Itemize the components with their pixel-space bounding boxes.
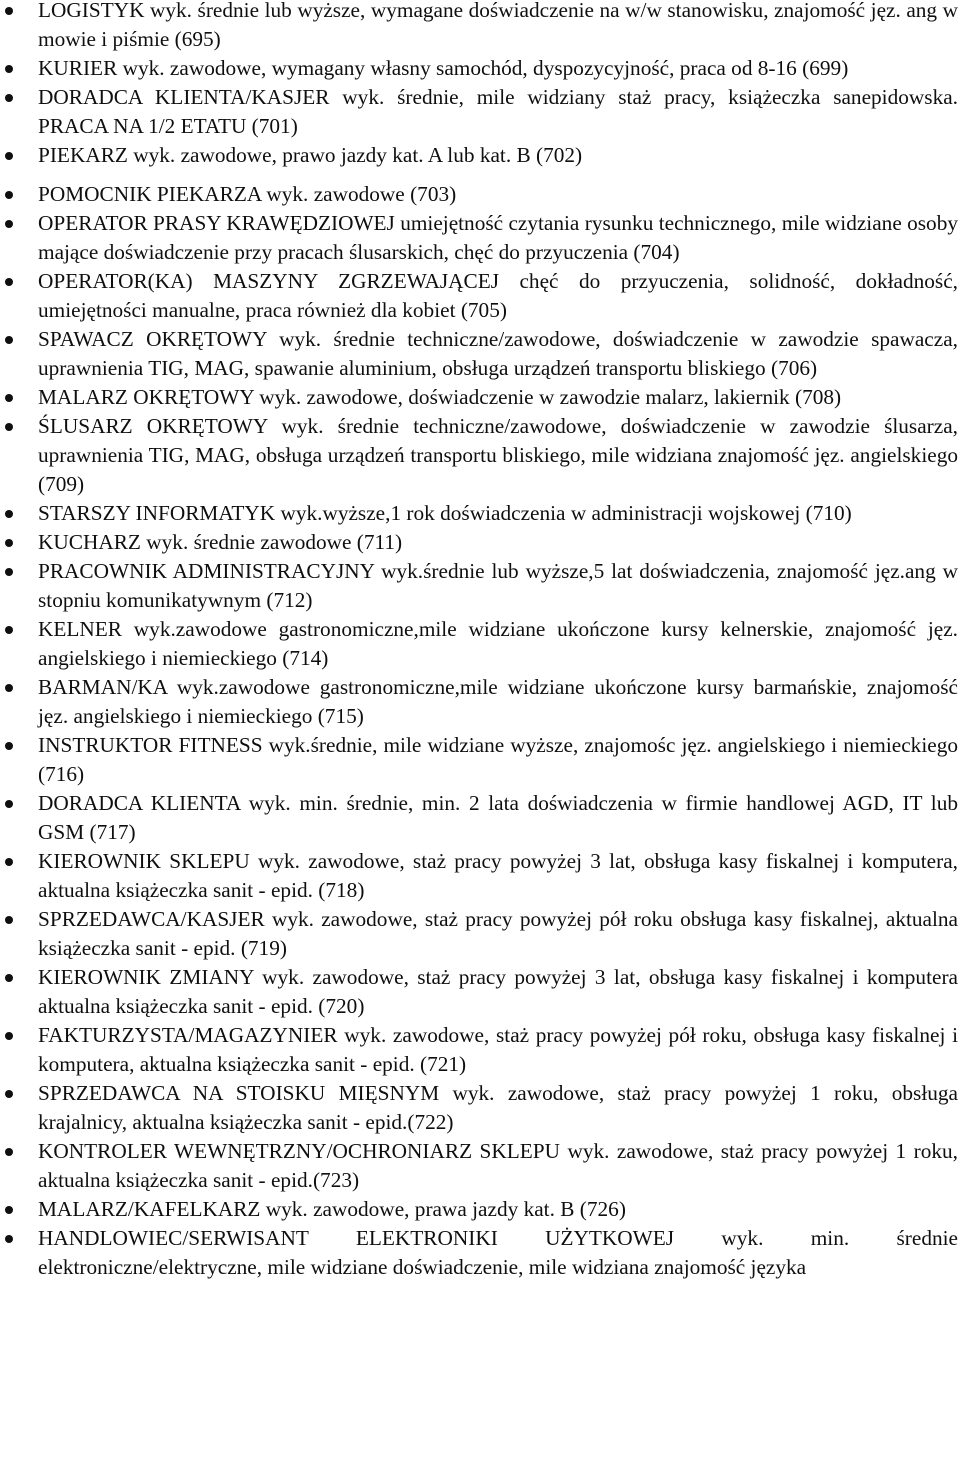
job-offer-text: MALARZ/KAFELKARZ wyk. zawodowe, prawa jazdy kat. B (726): [38, 1197, 626, 1221]
list-item: [0, 141, 960, 170]
bullet-icon: [5, 394, 13, 402]
bullet-icon: [5, 800, 13, 808]
list-item: [0, 1079, 960, 1137]
bullet-icon: [5, 916, 13, 924]
list-item: [0, 412, 960, 499]
job-offer-text: KURIER wyk. zawodowe, wymagany własny samochód, dyspozycyjność, praca od 8-16 (699): [38, 56, 849, 80]
job-offer-text: KIEROWNIK ZMIANY wyk. zawodowe, staż pracy powyżej 3 lat, obsługa kasy fiskalnej i komputera aktualna książeczka sanit - epid. (720): [38, 965, 958, 1018]
bullet-icon: [5, 152, 13, 160]
bullet-icon: [5, 1032, 13, 1040]
job-offer-text: KELNER wyk.zawodowe gastronomiczne,mile widziane ukończone kursy kelnerskie, znajomość jęz. angielskiego i niemieckiego (714): [38, 617, 958, 670]
bullet-icon: [5, 65, 13, 73]
job-offer-text: ŚLUSARZ OKRĘTOWY wyk. średnie techniczne/zawodowe, doświadczenie w zawodzie ślusarza, uprawnienia TIG, MAG, obsługa urządzeń transportu bliskiego, mile widziana znajomość jęz. angielskiego (709): [38, 414, 958, 496]
job-offer-text: SPAWACZ OKRĘTOWY wyk. średnie techniczne/zawodowe, doświadczenie w zawodzie spawacza, uprawnienia TIG, MAG, spawanie aluminium, obsługa urządzeń transportu bliskiego (706): [38, 327, 958, 380]
bullet-icon: [5, 94, 13, 102]
list-item: [0, 1137, 960, 1195]
bullet-icon: [5, 626, 13, 634]
list-item: [0, 180, 960, 209]
list-item: [0, 963, 960, 1021]
job-offer-text: MALARZ OKRĘTOWY wyk. zawodowe, doświadczenie w zawodzie malarz, lakiernik (708): [38, 385, 842, 409]
bullet-icon: [5, 7, 13, 15]
job-offer-text: OPERATOR(KA) MASZYNY ZGRZEWAJĄCEJ chęć do przyuczenia, solidność, dokładność, umiejętności manualne, praca również dla kobiet (705): [38, 269, 958, 322]
job-offer-text: POMOCNIK PIEKARZA wyk. zawodowe (703): [38, 182, 457, 206]
bullet-icon: [5, 336, 13, 344]
list-item: [0, 673, 960, 731]
bullet-icon: [5, 1206, 13, 1214]
bullet-icon: [5, 539, 13, 547]
job-offer-text: LOGISTYK wyk. średnie lub wyższe, wymagane doświadczenie na w/w stanowisku, znajomość jęz. ang w mowie i piśmie (695): [38, 0, 958, 51]
list-item: [0, 325, 960, 383]
list-item: [0, 1195, 960, 1224]
job-offer-text: DORADCA KLIENTA/KASJER wyk. średnie, mile widziany staż pracy, książeczka sanepidowska. PRACA NA 1/2 ETATU (701): [38, 85, 958, 138]
bullet-icon: [5, 191, 13, 199]
bullet-icon: [5, 510, 13, 518]
job-offer-text: PRACOWNIK ADMINISTRACYJNY wyk.średnie lub wyższe,5 lat doświadczenia, znajomość jęz.ang w stopniu komunikatywnym (712): [38, 559, 958, 612]
bullet-icon: [5, 742, 13, 750]
job-offer-text: HANDLOWIEC/SERWISANT ELEKTRONIKI UŻYTKOWEJ wyk. min. średnie elektroniczne/elektryczne, mile widziane doświadczenie, mile widziana znajomość języka: [38, 1226, 958, 1279]
list-item: [0, 383, 960, 412]
bullet-icon: [5, 278, 13, 286]
job-offer-text: OPERATOR PRASY KRAWĘDZIOWEJ umiejętność czytania rysunku technicznego, mile widziane osoby mające doświadczenie przy pracach ślusarskich, chęć do przyuczenia (704): [38, 211, 958, 264]
bullet-icon: [5, 220, 13, 228]
list-item: [0, 54, 960, 83]
bullet-icon: [5, 974, 13, 982]
job-offer-text: PIEKARZ wyk. zawodowe, prawo jazdy kat. A lub kat. B (702): [38, 143, 583, 167]
list-item: [0, 847, 960, 905]
bullet-icon: [5, 684, 13, 692]
job-offer-text: BARMAN/KA wyk.zawodowe gastronomiczne,mile widziane ukończone kursy barmańskie, znajomość jęz. angielskiego i niemieckiego (715): [38, 675, 958, 728]
bullet-icon: [5, 1090, 13, 1098]
job-offer-text: SPRZEDAWCA/KASJER wyk. zawodowe, staż pracy powyżej pół roku obsługa kasy fiskalnej, aktualna książeczka sanit - epid. (719): [38, 907, 958, 960]
job-offer-text: STARSZY INFORMATYK wyk.wyższe,1 rok doświadczenia w administracji wojskowej (710): [38, 501, 852, 525]
bullet-icon: [5, 568, 13, 576]
job-offer-text: SPRZEDAWCA NA STOISKU MIĘSNYM wyk. zawodowe, staż pracy powyżej 1 roku, obsługa krajalnicy, aktualna książeczka sanit - epid.(722): [38, 1081, 958, 1134]
list-item: [0, 905, 960, 963]
bullet-icon: [5, 1235, 13, 1243]
job-offer-text: KUCHARZ wyk. średnie zawodowe (711): [38, 530, 403, 554]
list-item: [0, 1021, 960, 1079]
list-item: [0, 615, 960, 673]
list-item: [0, 731, 960, 789]
job-offer-text: DORADCA KLIENTA wyk. min. średnie, min. 2 lata doświadczenia w firmie handlowej AGD, IT lub GSM (717): [38, 791, 958, 844]
list-item: [0, 209, 960, 267]
bullet-icon: [5, 858, 13, 866]
list-item: [0, 499, 960, 528]
job-offer-text: FAKTURZYSTA/MAGAZYNIER wyk. zawodowe, staż pracy powyżej pół roku, obsługa kasy fiskalnej i komputera, aktualna książeczka sanit - epid. (721): [38, 1023, 958, 1076]
list-item: [0, 83, 960, 141]
list-item: [0, 0, 960, 54]
bullet-icon: [5, 1148, 13, 1156]
bullet-icon: [5, 423, 13, 431]
job-offer-text: INSTRUKTOR FITNESS wyk.średnie, mile widziane wyższe, znajomośc jęz. angielskiego i niemieckiego (716): [38, 733, 958, 786]
list-item: [0, 267, 960, 325]
list-item: [0, 789, 960, 847]
job-offer-text: KIEROWNIK SKLEPU wyk. zawodowe, staż pracy powyżej 3 lat, obsługa kasy fiskalnej i komputera, aktualna książeczka sanit - epid. (718): [38, 849, 958, 902]
job-offer-text: KONTROLER WEWNĘTRZNY/OCHRONIARZ SKLEPU wyk. zawodowe, staż pracy powyżej 1 roku, aktualna książeczka sanit - epid.(723): [38, 1139, 958, 1192]
list-item: [0, 528, 960, 557]
list-item: [0, 1224, 960, 1282]
list-item: [0, 557, 960, 615]
